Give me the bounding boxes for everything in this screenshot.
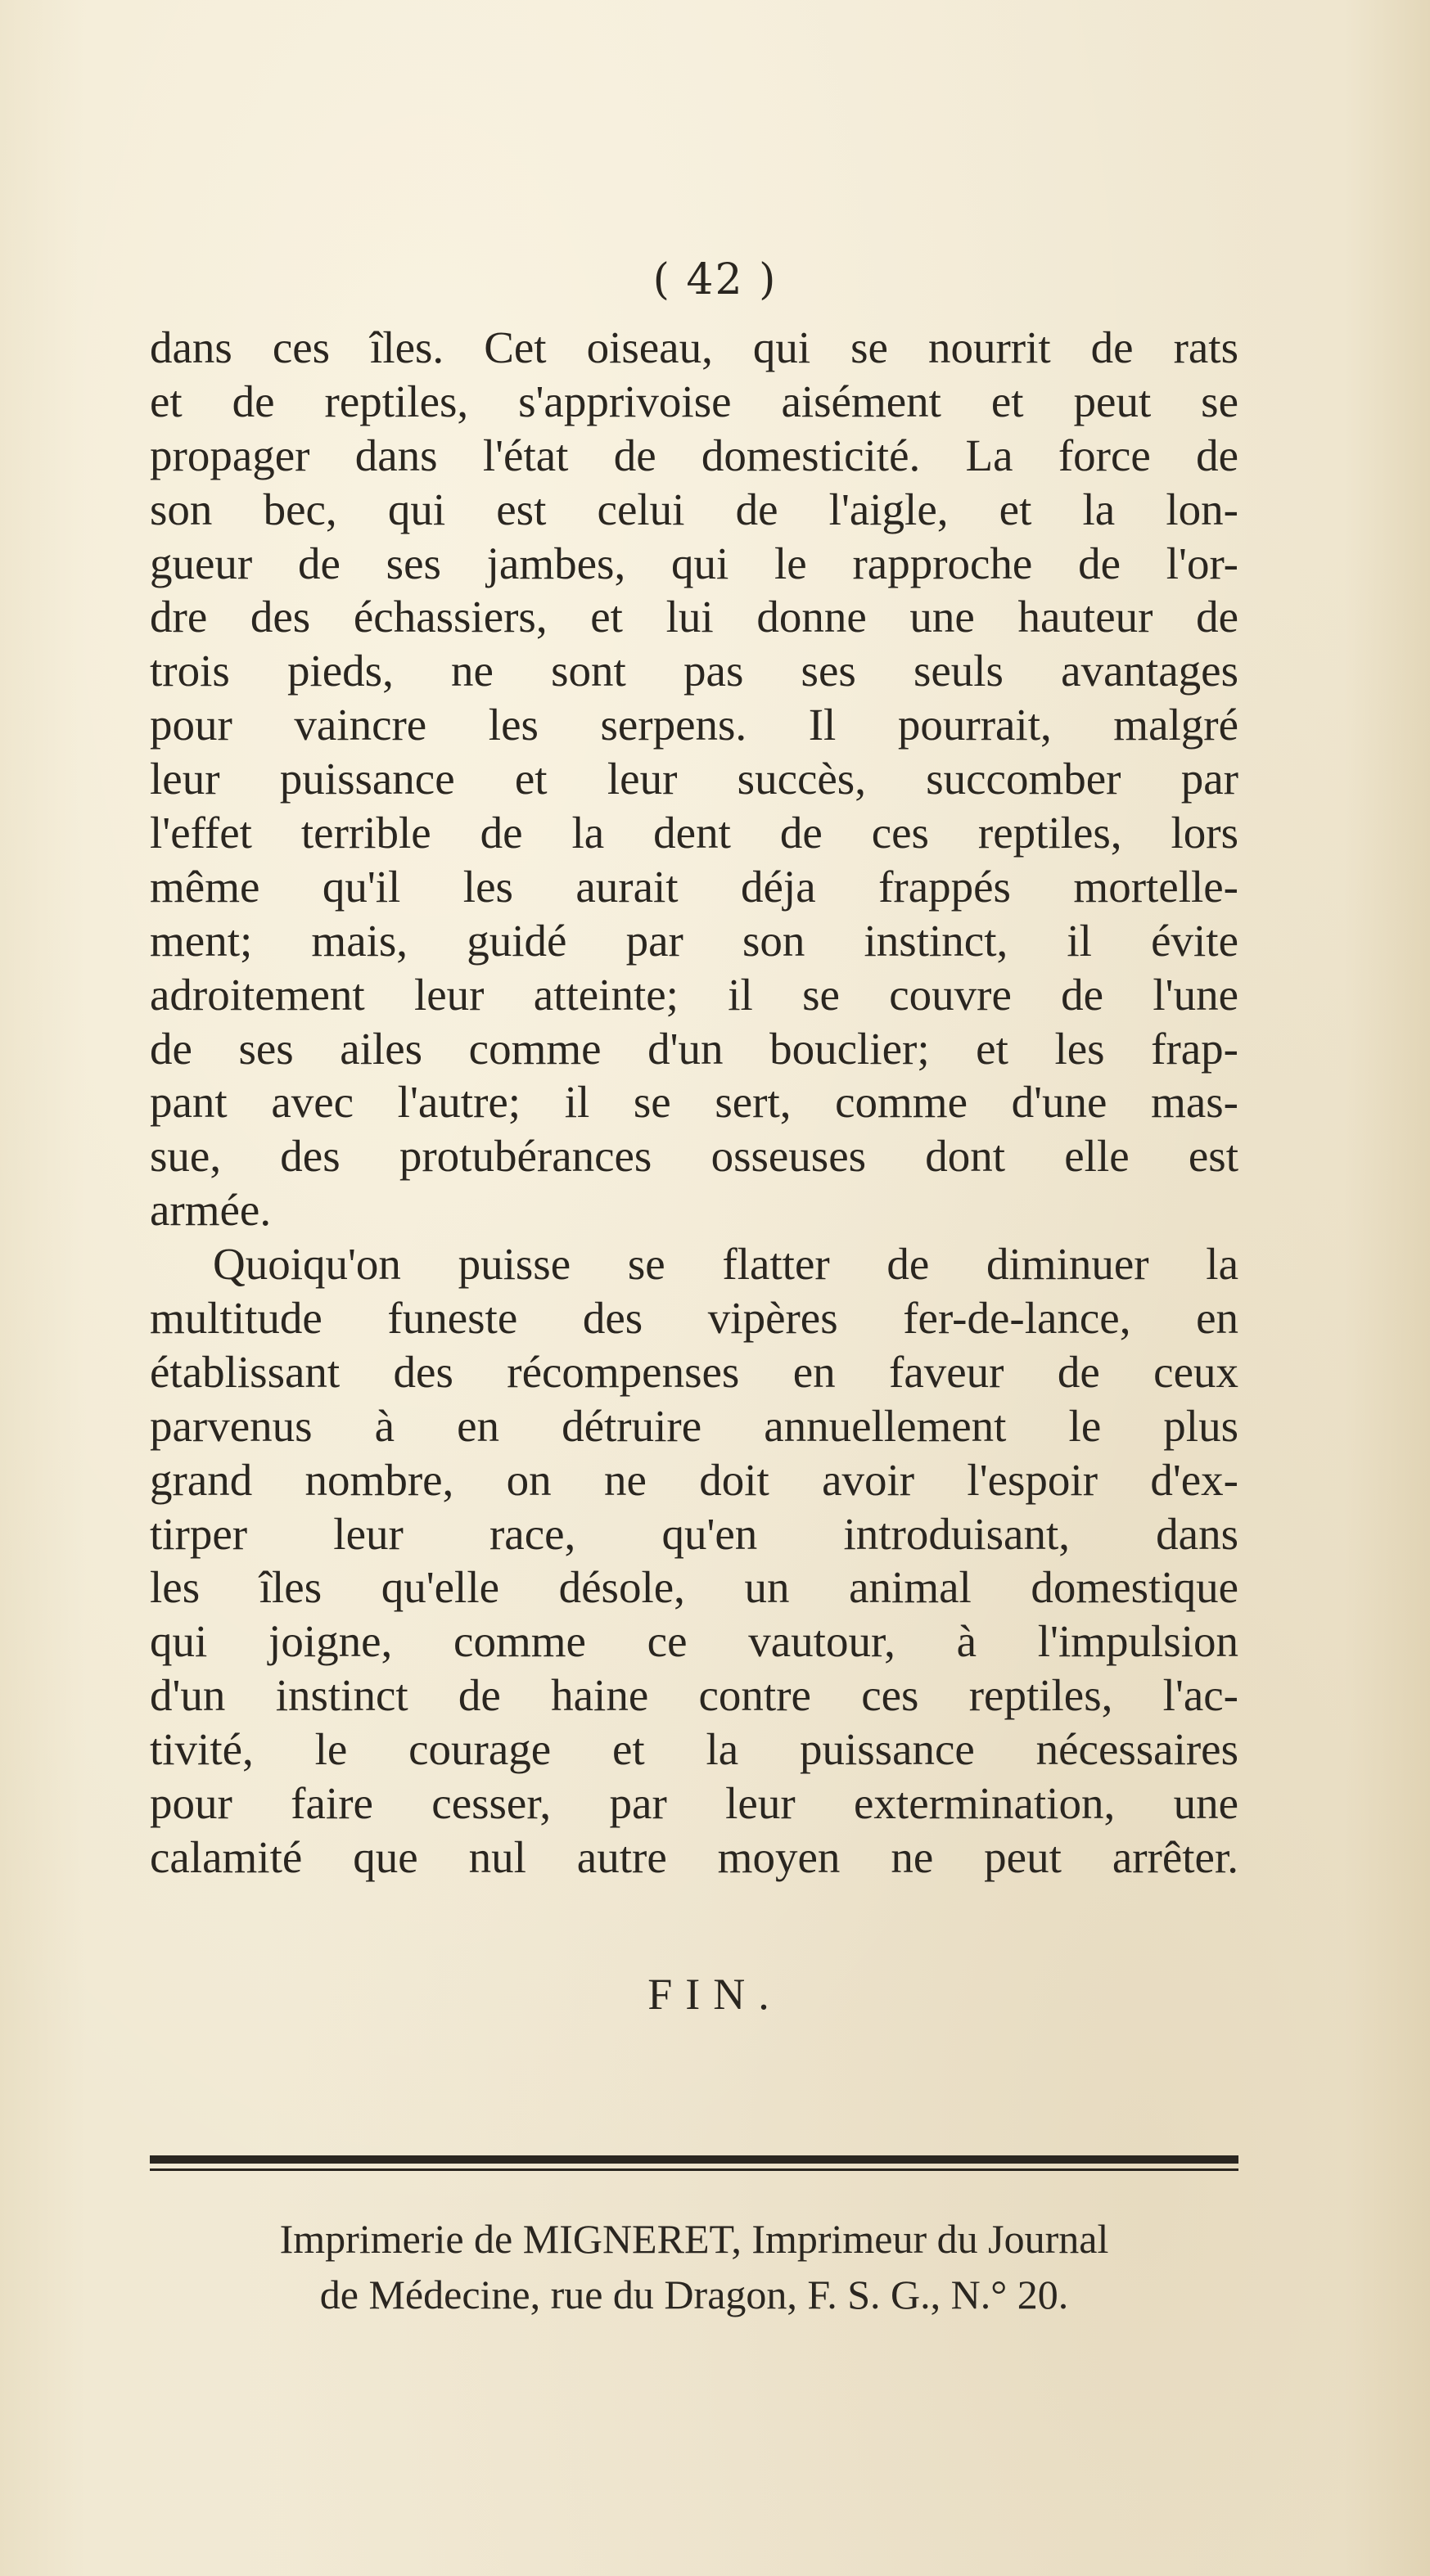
text-line: pour faire cesser, par leur extermination, une [150, 1778, 1238, 1829]
text-line: et de reptiles, s'apprivoise aisément et peut se [150, 376, 1238, 426]
text-line: propager dans l'état de domesticité. La force de [150, 430, 1238, 480]
text-line: de ses ailes comme d'un bouclier; et les frap- [150, 1023, 1238, 1074]
text-line: multitude funeste des vipères fer-de-lance, en [150, 1293, 1238, 1344]
text-line: tivité, le courage et la puissance nécessaires [150, 1724, 1238, 1775]
colophon-line: de Médecine, rue du Dragon, F. S. G., N.° 20. [319, 2272, 1069, 2317]
page-number: ( 42 ) [652, 255, 778, 304]
text-line: dans ces îles. Cet oiseau, qui se nourrit de rats [150, 322, 1238, 372]
text-line: ment; mais, guidé par son instinct, il évite [150, 915, 1238, 966]
text-line: les îles qu'elle désole, un animal domestique [150, 1562, 1238, 1613]
divider-rule-thin [150, 2168, 1238, 2171]
text-line: armée. [150, 1185, 272, 1236]
text-line: son bec, qui est celui de l'aigle, et la lon- [150, 484, 1238, 534]
paragraph-1 [150, 321, 1238, 1237]
text-line: leur puissance et leur succès, succomber par [150, 754, 1238, 804]
fin-label: FIN. [647, 1970, 783, 2019]
text-line: adroitement leur atteinte; il se couvre de l'une [150, 969, 1238, 1020]
text-line: d'un instinct de haine contre ces reptiles, l'ac- [150, 1670, 1238, 1721]
text-line: parvenus à en détruire annuellement le plus [150, 1400, 1238, 1451]
text-line: trois pieds, ne sont pas ses seuls avantages [150, 646, 1238, 696]
text-line: pant avec l'autre; il se sert, comme d'une mas- [150, 1077, 1238, 1128]
text-line: même qu'il les aurait déja frappés mortelle- [150, 861, 1238, 912]
text-line: l'effet terrible de la dent de ces reptiles, lors [150, 808, 1238, 858]
text-line: qui joigne, comme ce vautour, à l'impulsion [150, 1616, 1238, 1667]
text-line: tirper leur race, qu'en introduisant, dans [150, 1508, 1238, 1559]
printer-colophon [150, 2211, 1238, 2322]
text-line: calamité que nul autre moyen ne peut arrêter. [150, 1831, 1238, 1882]
body-text [150, 321, 1238, 1885]
text-line: Quoiqu'on puisse se flatter de diminuer la [213, 1239, 1238, 1290]
text-line: sue, des protubérances osseuses dont elle est [150, 1131, 1238, 1182]
divider-rule-thick [150, 2155, 1238, 2164]
text-line: dre des échassiers, et lui donne une hauteur de [150, 592, 1238, 642]
text-line: pour vaincre les serpens. Il pourrait, malgré [150, 700, 1238, 750]
colophon-line: Imprimerie de MIGNERET, Imprimeur du Journal [279, 2216, 1109, 2262]
text-line: gueur de ses jambes, qui le rapproche de l'or- [150, 538, 1238, 588]
text-line: grand nombre, on ne doit avoir l'espoir d'ex- [150, 1454, 1238, 1505]
text-line: établissant des récompenses en faveur de ceux [150, 1346, 1238, 1397]
paragraph-2 [150, 1237, 1238, 1885]
